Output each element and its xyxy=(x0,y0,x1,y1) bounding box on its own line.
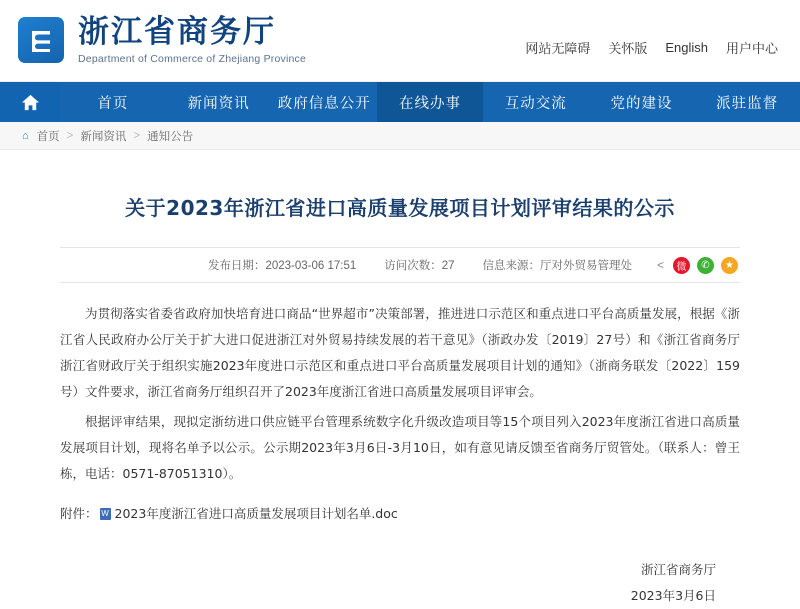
page-title: 关于2023年浙江省进口高质量发展项目计划评审结果的公示 xyxy=(125,196,675,220)
home-icon[interactable] xyxy=(0,82,60,122)
nav-item-6[interactable]: 派驻监督 xyxy=(716,95,779,112)
publish-date-value: 2023-03-06 17:51 xyxy=(265,260,357,272)
favorite-share-icon[interactable]: ★ xyxy=(721,257,738,274)
site-logo[interactable] xyxy=(18,15,306,66)
publish-date-label: 发布日期： xyxy=(207,260,266,272)
header-links xyxy=(525,24,778,57)
publish-date xyxy=(208,257,356,273)
wechat-share-icon[interactable]: ✆ xyxy=(697,257,714,274)
visit-count-value: 27 xyxy=(441,260,455,272)
nav-item-2[interactable]: 政府信息公开 xyxy=(277,95,371,112)
attachment-row xyxy=(60,501,740,527)
nav-item-1[interactable]: 新闻资讯 xyxy=(187,95,250,112)
home-small-icon: ⌂ xyxy=(22,129,29,142)
info-source xyxy=(483,257,633,273)
info-source-label: 信息来源： xyxy=(482,260,541,272)
accessibility-link[interactable]: 网站无障碍 xyxy=(525,41,591,56)
breadcrumb-separator-1: > xyxy=(133,129,141,142)
breadcrumb-item-1[interactable]: 新闻资讯 xyxy=(80,130,127,143)
article-signature xyxy=(60,557,740,609)
share-bar xyxy=(657,257,738,274)
nav-item-0[interactable]: 首页 xyxy=(97,95,129,112)
breadcrumb-item-2: 通知公告 xyxy=(147,130,194,143)
nav-items xyxy=(60,82,800,122)
care-version-link[interactable]: 关怀版 xyxy=(608,41,648,56)
zhejiang-commerce-emblem-icon xyxy=(18,17,64,63)
signature-org: 浙江省商务厅 xyxy=(640,562,716,577)
article xyxy=(0,150,800,609)
nav-item-5[interactable]: 党的建设 xyxy=(610,95,673,112)
english-link[interactable]: English xyxy=(665,40,708,55)
breadcrumb xyxy=(0,122,800,150)
signature-date: 2023年3月6日 xyxy=(630,588,716,603)
site-title-en: Department of Commerce of Zhejiang Province xyxy=(78,53,307,66)
visit-count-label: 访问次数： xyxy=(384,260,442,272)
article-meta xyxy=(60,247,740,283)
breadcrumb-item-0[interactable]: 首页 xyxy=(36,130,60,143)
info-source-value: 厅对外贸易管理处 xyxy=(540,260,633,272)
breadcrumb-separator-0: > xyxy=(66,129,74,142)
attachment-label: 附件： xyxy=(60,506,98,521)
visit-count xyxy=(384,257,454,273)
weibo-share-icon[interactable]: 微 xyxy=(673,257,690,274)
site-header xyxy=(0,0,800,82)
nav-item-3[interactable]: 在线办事 xyxy=(377,82,483,122)
word-doc-icon xyxy=(100,508,111,520)
main-nav xyxy=(0,82,800,122)
share-icon[interactable]: < xyxy=(656,258,664,272)
site-title-cn: 浙江省商务厅 xyxy=(78,14,276,51)
article-paragraph-0: 为贯彻落实省委省政府加快培育进口商品“世界超市”决策部署，推进进口示范区和重点进口平台高质量发展，根据《浙江省人民政府办公厅关于扩大进口促进浙江对外贸易持续发展的若干意见》（浙政办发〔2019〕27号）和《浙江省商务厅 浙江省财政厅关于组织实施2023年度进口示范区和重点进口平台高质量发展项目计划的通知》（浙商务联发〔2022〕159号）文件要求，浙江省商务厅组织召开了2023年度浙江省进口高质量发展项目评审会。 xyxy=(60,306,740,399)
user-center-link[interactable]: 用户中心 xyxy=(725,41,778,56)
nav-item-4[interactable]: 互动交流 xyxy=(504,95,567,112)
article-body xyxy=(60,283,740,527)
article-paragraph-1: 根据评审结果，现拟定浙纺进口供应链平台管理系统数字化升级改造项目等15个项目列入2023年度浙江省进口高质量发展项目计划，现将名单予以公示。公示期2023年3月6日-3月10日，如有意见请反馈至省商务厅贸管处。（联系人：曾王栋，电话：0571-87051310）。 xyxy=(60,414,740,481)
attachment-link[interactable]: 2023年度浙江省进口高质量发展项目计划名单.doc xyxy=(114,506,398,521)
